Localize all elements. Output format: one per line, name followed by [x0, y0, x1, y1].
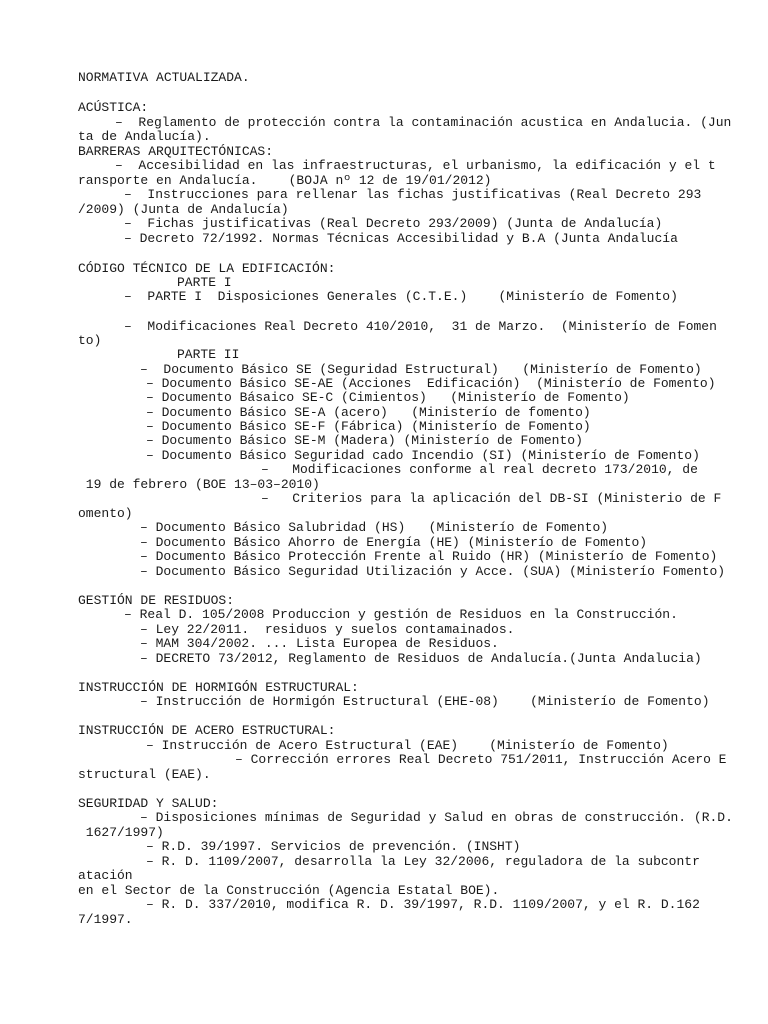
subsection-heading-parte-ii: PARTE II — [177, 347, 240, 362]
list-item: – DECRETO 73/2012, Reglamento de Residuos de Andalucía.(Junta Andalucia) — [140, 651, 702, 666]
list-item: – Documento Básaico SE-C (Cimientos) (Ministerío de Fomento) — [146, 390, 630, 405]
list-subitem-continuation: structural (EAE). — [78, 767, 211, 782]
list-item: – R. D. 1109/2007, desarrolla la Ley 32/2006, reguladora de la subcontr — [146, 854, 700, 869]
list-item: – Documento Básico Seguridad cado Incendio (SI) (Ministerío de Fomento) — [146, 448, 700, 463]
list-item-continuation: /2009) (Junta de Andalucía) — [78, 202, 289, 217]
section-heading-acustica: ACÚSTICA: — [78, 100, 149, 115]
list-item: – R.D. 39/1997. Servicios de prevención. (INSHT) — [146, 839, 521, 854]
list-item: – Documento Básico SE (Seguridad Estructural) (Ministerío de Fomento) — [140, 362, 702, 377]
list-subitem: – Criterios para la aplicación del DB-SI (Ministerio de F — [261, 491, 722, 506]
list-item: – Documento Básico Ahorro de Energía (HE) (Ministerío de Fomento) — [140, 535, 648, 550]
section-heading-codigo-tecnico: CÓDIGO TÉCNICO DE LA EDIFICACIÓN: — [78, 261, 336, 276]
list-item: – Disposiciones mínimas de Seguridad y Salud en obras de construcción. (R.D. — [140, 810, 733, 825]
section-heading-barreras: BARRERAS ARQUITECTÓNICAS: — [78, 144, 274, 159]
list-item: – Documento Básico SE-A (acero) (Ministerío de fomento) — [146, 405, 591, 420]
list-item-continuation: to) — [78, 333, 102, 348]
list-item: – Reglamento de protección contra la contaminación acustica en Andalucia. (Jun — [115, 115, 732, 130]
list-subitem-continuation: 19 de febrero (BOE 13–03–2010) — [78, 477, 320, 492]
list-item: – Ley 22/2011. residuos y suelos contamainados. — [140, 622, 515, 637]
list-item-continuation: 1627/1997) — [78, 825, 164, 840]
list-item: – Documento Básico SE-M (Madera) (Ministerío de Fomento) — [146, 433, 583, 448]
list-item-continuation: en el Sector de la Construcción (Agencia Estatal BOE). — [78, 883, 500, 898]
list-item: – Documento Básico Protección Frente al Ruido (HR) (Ministerío de Fomento) — [140, 549, 718, 564]
list-item-continuation: ransporte en Andalucía. (BOJA nº 12 de 19/01/2012) — [78, 173, 492, 188]
list-item: – PARTE I Disposiciones Generales (C.T.E.) (Ministerío de Fomento) — [124, 289, 678, 304]
list-item: – Documento Básico SE-F (Fábrica) (Ministerío de Fomento) — [146, 419, 591, 434]
list-item: – Instrucciones para rellenar las fichas justificativas (Real Decreto 293 — [124, 187, 702, 202]
list-item: – Instrucción de Acero Estructural (EAE) (Ministerío de Fomento) — [146, 738, 669, 753]
document-title: NORMATIVA ACTUALIZADA. — [78, 70, 250, 85]
list-item: – Documento Básico Salubridad (HS) (Ministerío de Fomento) — [140, 520, 609, 535]
list-item-continuation: atación — [78, 868, 133, 883]
list-item: – Fichas justificativas (Real Decreto 293/2009) (Junta de Andalucía) — [124, 216, 663, 231]
list-item: – Documento Básico SE-AE (Acciones Edificación) (Ministerío de Fomento) — [146, 376, 716, 391]
list-item-continuation: ta de Andalucía). — [78, 129, 211, 144]
list-subitem: – Modificaciones conforme al real decreto 173/2010, de — [261, 462, 698, 477]
list-item: – Real D. 105/2008 Produccion y gestión de Residuos en la Construcción. — [124, 607, 678, 622]
section-heading-acero: INSTRUCCIÓN DE ACERO ESTRUCTURAL: — [78, 723, 336, 738]
section-heading-seguridad: SEGURIDAD Y SALUD: — [78, 796, 219, 811]
list-item: – Instrucción de Hormigón Estructural (EHE-08) (Ministerío de Fomento) — [140, 694, 710, 709]
list-item: – Accesibilidad en las infraestructuras, el urbanismo, la edificación y el t — [115, 158, 716, 173]
list-item: – Decreto 72/1992. Normas Técnicas Accesibilidad y B.A (Junta Andalucía — [124, 231, 678, 246]
subsection-heading-parte-i: PARTE I — [177, 275, 232, 290]
list-subitem-continuation: omento) — [78, 506, 133, 521]
list-item-continuation: 7/1997. — [78, 912, 133, 927]
section-heading-hormigon: INSTRUCCIÓN DE HORMIGÓN ESTRUCTURAL: — [78, 680, 359, 695]
section-heading-residuos: GESTIÓN DE RESIDUOS: — [78, 593, 235, 608]
list-item: – R. D. 337/2010, modifica R. D. 39/1997, R.D. 1109/2007, y el R. D.162 — [146, 897, 700, 912]
list-item: – Documento Básico Seguridad Utilización y Acce. (SUA) (Ministerío Fomento) — [140, 564, 726, 579]
list-item: – MAM 304/2002. ... Lista Europea de Residuos. — [140, 636, 499, 651]
list-item: – Modificaciones Real Decreto 410/2010, 31 de Marzo. (Ministerío de Fomen — [124, 319, 717, 334]
list-subitem: – Corrección errores Real Decreto 751/2011, Instrucción Acero E — [235, 752, 727, 767]
